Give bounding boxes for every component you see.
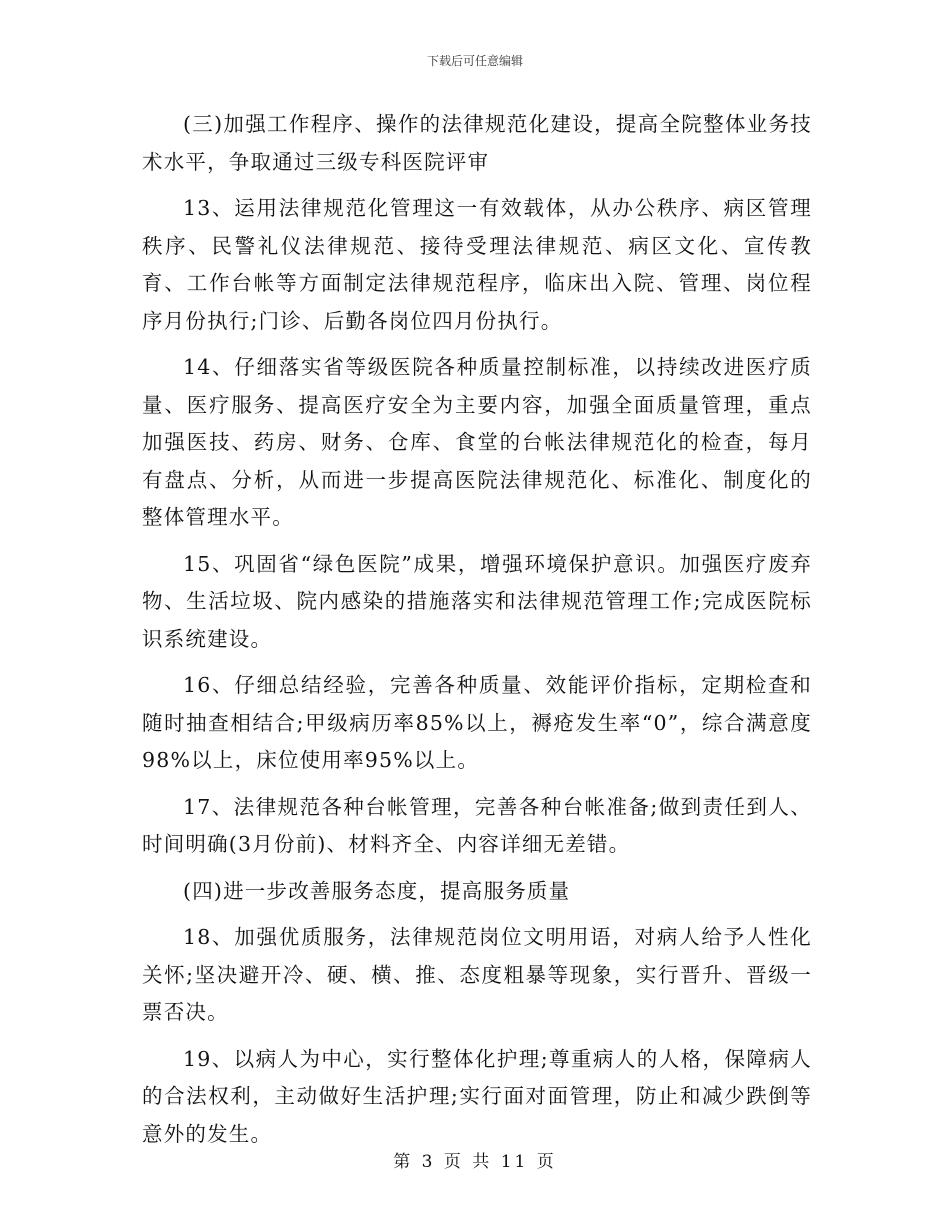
document-body bbox=[142, 106, 812, 1162]
section-heading-3: (三)加强工作程序、操作的法律规范化建设，提高全院整体业务技术水平，争取通过三级专科医院评审 bbox=[142, 112, 812, 174]
paragraph-15: 15、巩固省“绿色医院”成果，增强环境保护意识。加强医疗废弃物、生活垃圾、院内感染的措施落实和法律规范管理工作;完成医院标识系统建设。 bbox=[142, 551, 812, 651]
paragraph-16: 16、仔细总结经验，完善各种质量、效能评价指标，定期检查和随时抽查相结合;甲级病历率85%以上，褥疮发生率“0”，综合满意度98%以上，床位使用率95%以上。 bbox=[142, 673, 812, 772]
paragraph-14: 14、仔细落实省等级医院各种质量控制标准，以持续改进医疗质量、医疗服务、提高医疗安全为主要内容，加强全面质量管理，重点加强医技、药房、财务、仓库、食堂的台帐法律规范化的检查，每月有盘点、分析，从而进一步提高医院法律规范化、标准化、制度化的整体管理水平。 bbox=[142, 355, 812, 529]
section-heading-4: (四)进一步改善服务态度，提高服务质量 bbox=[183, 878, 571, 903]
page-header: 下载后可任意编辑 bbox=[426, 54, 523, 68]
paragraph-19: 19、以病人为中心，实行整体化护理;尊重病人的人格，保障病人的合法权利，主动做好生活护理;实行面对面管理，防止和减少跌倒等意外的发生。 bbox=[142, 1046, 812, 1146]
paragraph-18: 18、加强优质服务，法律规范岗位文明用语，对病人给予人性化关怀;坚决避开冷、硬、横、推、态度粗暴等现象，实行晋升、晋级一票否决。 bbox=[142, 925, 812, 1024]
page-number: 第 3 页 共 11 页 bbox=[393, 1152, 557, 1172]
paragraph-17: 17、法律规范各种台帐管理，完善各种台帐准备;做到责任到人、时间明确(3月份前)、材料齐全、内容详细无差错。 bbox=[142, 794, 812, 856]
paragraph-13: 13、运用法律规范化管理这一有效载体，从办公秩序、病区管理秩序、民警礼仪法律规范、接待受理法律规范、病区文化、宣传教育、工作台帐等方面制定法律规范程序，临床出入院、管理、岗位程序月份执行;门诊、后勤各岗位四月份执行。 bbox=[142, 196, 812, 333]
